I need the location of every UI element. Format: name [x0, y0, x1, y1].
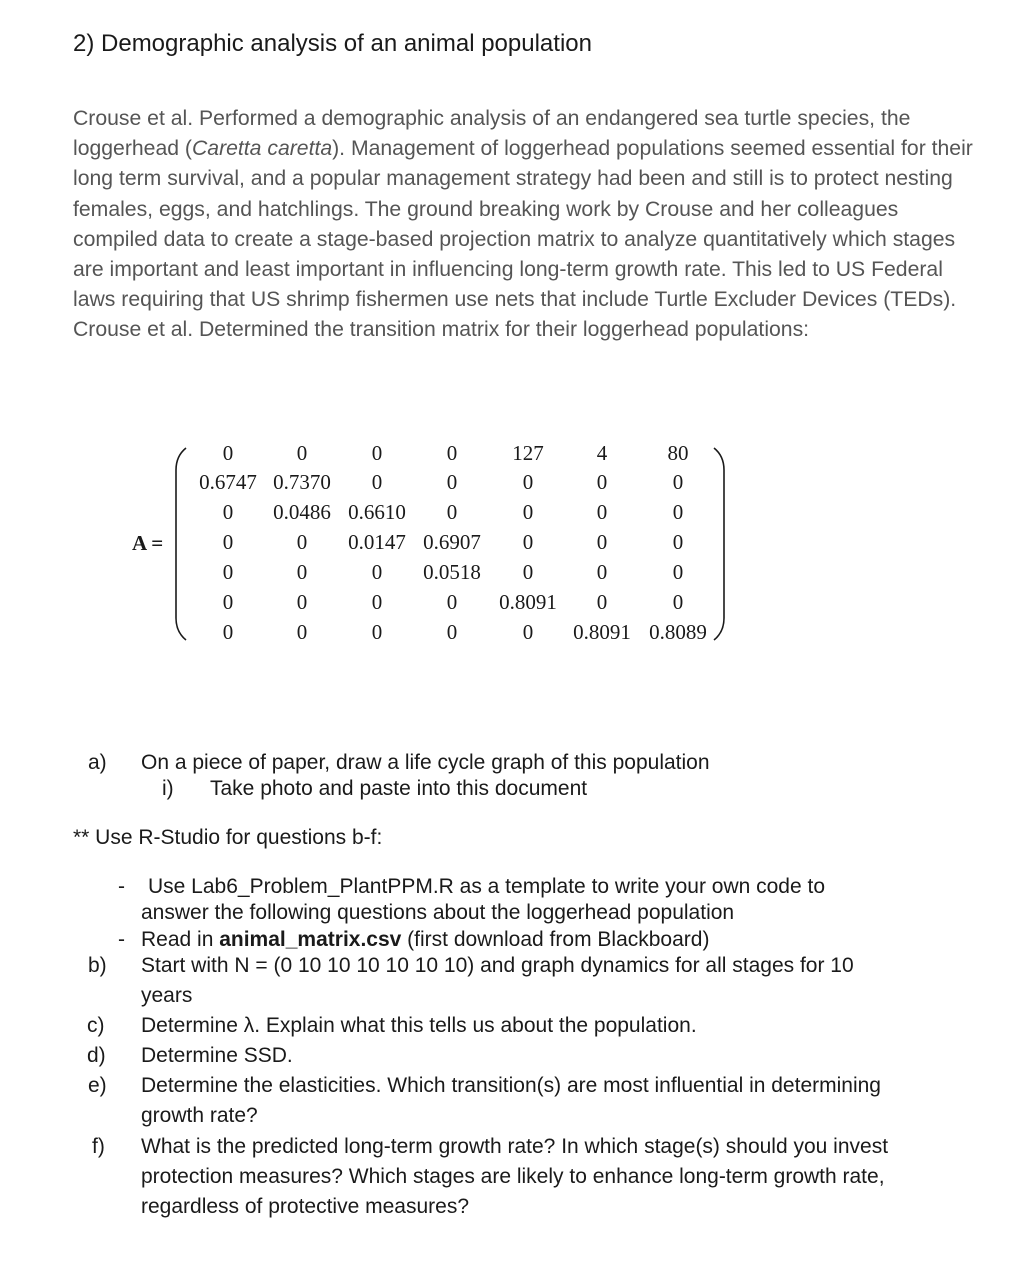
matrix-cell: 0 — [446, 590, 458, 614]
question-text: years — [141, 984, 193, 1007]
matrix-label: A = — [132, 531, 164, 555]
page-heading: 2) Demographic analysis of an animal population — [73, 30, 592, 57]
question-text: regardless of protective measures? — [141, 1195, 469, 1218]
question-text: Determine λ. Explain what this tells us about the population. — [141, 1014, 697, 1037]
matrix-cell: 0 — [596, 560, 608, 584]
matrix-cell: 0 — [596, 470, 608, 494]
matrix-cell: 0 — [522, 620, 534, 644]
matrix-cell: 80 — [667, 441, 689, 465]
matrix-cell: 0.7370 — [273, 470, 331, 494]
matrix-cell: 0 — [371, 441, 383, 465]
question-text: Determine the elasticities. Which transition(s) are most influential in determining — [141, 1074, 881, 1097]
matrix-cell: 0 — [296, 560, 308, 584]
question-text: What is the predicted long-term growth rate? In which stage(s) should you invest — [141, 1135, 889, 1158]
matrix-cell: 0 — [371, 620, 383, 644]
matrix-cell: 0 — [296, 530, 308, 554]
question-text: Start with N = (0 10 10 10 10 10 10) and graph dynamics for all stages for 10 — [141, 954, 854, 977]
matrix-cell: 0 — [222, 620, 234, 644]
matrix-cell: 0 — [296, 590, 308, 614]
question-text: Determine SSD. — [141, 1044, 293, 1067]
matrix-cell: 4 — [596, 441, 608, 465]
matrix-cell: 0.0486 — [273, 500, 331, 524]
matrix-cell: 0 — [222, 530, 234, 554]
intro-paragraph — [73, 104, 973, 346]
matrix-cell: 0 — [596, 500, 608, 524]
matrix-cell: 127 — [512, 441, 544, 465]
matrix-cell: 0 — [672, 470, 684, 494]
matrix-cell: 0 — [596, 530, 608, 554]
matrix-cell: 0 — [446, 500, 458, 524]
matrix-cell: 0 — [446, 441, 458, 465]
matrix-cell: 0 — [672, 590, 684, 614]
matrix-cell: 0 — [371, 470, 383, 494]
matrix-cell: 0 — [222, 500, 234, 524]
matrix-cell: 0 — [522, 470, 534, 494]
matrix-cell: 0.6610 — [348, 500, 406, 524]
question-label: d) — [87, 1044, 106, 1067]
bullet-dash: - — [118, 875, 125, 898]
matrix-cell: 0 — [672, 560, 684, 584]
matrix-cell: 0 — [222, 590, 234, 614]
question-label: f) — [92, 1135, 105, 1158]
bullet-2: Read in animal_matrix.csv (first download from Blackboard) — [141, 928, 710, 951]
question-text: protection measures? Which stages are likely to enhance long-term growth rate, — [141, 1165, 885, 1188]
matrix-cell: 0 — [596, 590, 608, 614]
question-label: b) — [88, 954, 107, 977]
question-label: e) — [88, 1074, 107, 1097]
matrix-cell: 0.8091 — [499, 590, 557, 614]
bullet-1-line-2: answer the following questions about the loggerhead population — [141, 901, 735, 924]
matrix-cell: 0 — [446, 620, 458, 644]
matrix-cell: 0 — [522, 530, 534, 554]
intro-text-1: Crouse et al. Performed a demographic analysis of an endangered sea turtle species, the loggerhead ( — [73, 107, 911, 161]
part-a-sub-label: i) — [162, 777, 174, 800]
part-a-label: a) — [88, 751, 107, 774]
matrix-cell: 0 — [446, 470, 458, 494]
matrix-cell: 0 — [371, 560, 383, 584]
matrix-cell: 0 — [672, 500, 684, 524]
matrix-cell: 0.8091 — [573, 620, 631, 644]
matrix-cell: 0.6747 — [199, 470, 257, 494]
matrix-cell: 0.8089 — [649, 620, 707, 644]
species-name: Caretta caretta — [191, 137, 333, 161]
intro-text-2: ). Management of loggerhead populations seemed essential for their long term survival, and a popular management strategy had been and still is to protect nesting females, eggs, and hatchlings. The ground breaking work by Crouse and her colleagues compiled data to create a stage-based projection matrix to analyze quantitatively which stages are important and least important in influencing long-term growth rate. This led to US Federal laws requiring that US shrimp fishermen use nets that include Turtle Excluder Devices (TEDs). Crouse et al. Determined the transition matrix for their loggerhead populations: — [73, 137, 973, 342]
matrix-cell: 0.6907 — [423, 530, 481, 554]
matrix-cell: 0.0518 — [423, 560, 481, 584]
matrix-cell: 0 — [371, 590, 383, 614]
bullet-dash: - — [118, 928, 125, 951]
matrix-cell: 0 — [522, 500, 534, 524]
matrix-cell: 0 — [222, 560, 234, 584]
question-text: growth rate? — [141, 1104, 258, 1127]
question-label: c) — [87, 1014, 105, 1037]
bullet-1-line-1: Use Lab6_Problem_PlantPPM.R as a template to write your own code to — [148, 875, 826, 898]
part-a-sub-text: Take photo and paste into this document — [210, 777, 588, 800]
matrix-cell: 0 — [296, 441, 308, 465]
matrix-cell: 0 — [222, 441, 234, 465]
csv-filename: animal_matrix.csv — [219, 928, 402, 951]
matrix-cell: 0.0147 — [348, 530, 406, 554]
matrix-cell: 0 — [672, 530, 684, 554]
part-a-text: On a piece of paper, draw a life cycle graph of this population — [141, 751, 710, 774]
matrix-cell: 0 — [296, 620, 308, 644]
rstudio-note: ** Use R-Studio for questions b-f: — [73, 826, 383, 849]
matrix-cell: 0 — [522, 560, 534, 584]
